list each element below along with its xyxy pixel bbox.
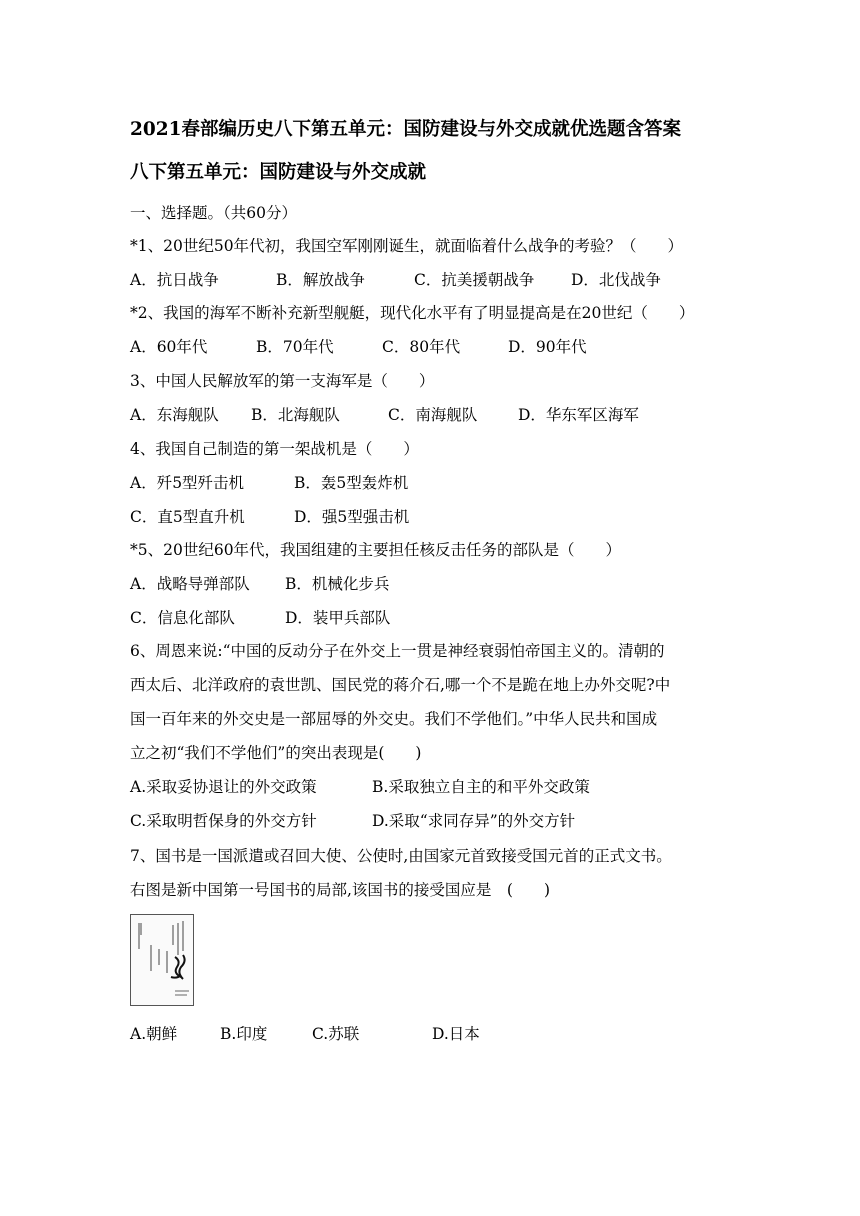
option-c: C．直5型直升机 — [130, 508, 245, 526]
option-a: A.采取妥协退让的外交政策 — [130, 778, 317, 796]
option-d: D.采取“求同存异”的外交方针 — [372, 812, 576, 830]
question-5-stem: *5、20世纪60年代，我国组建的主要担任核反击任务的部队是（ ） — [130, 541, 622, 559]
option-d: D．北伐战争 — [571, 271, 661, 289]
question-6-stem-line-4: 立之初“我们不学他们”的突出表现是( ) — [130, 744, 422, 762]
option-c: C．南海舰队 — [388, 406, 478, 424]
option-b: B．70年代 — [256, 338, 334, 356]
option-a: A．东海舰队 — [130, 406, 219, 424]
option-c: C.采取明哲保身的外交方针 — [130, 812, 317, 830]
option-c: C．80年代 — [382, 338, 461, 356]
option-a: A．歼5型歼击机 — [130, 474, 245, 492]
option-b: B.印度 — [220, 1025, 268, 1043]
option-c: C．抗美援朝战争 — [414, 271, 535, 289]
option-b: B．机械化步兵 — [285, 575, 390, 593]
option-b: B.采取独立自主的和平外交政策 — [372, 778, 590, 796]
option-d: D．强5型强击机 — [294, 508, 410, 526]
section-heading: 一、选择题。（共60分） — [130, 204, 297, 222]
option-d: D．华东军区海军 — [518, 406, 639, 424]
option-a: A.朝鲜 — [130, 1025, 178, 1043]
option-b: B．解放战争 — [276, 271, 365, 289]
option-a: A．战略导弹部队 — [130, 575, 250, 593]
option-d: D．90年代 — [508, 338, 587, 356]
question-1-stem: *1、20世纪50年代初，我国空军刚刚诞生，就面临着什么战争的考验？（ ） — [130, 237, 684, 255]
question-7-stem-line-1: 7、国书是一国派遣或召回大使、公使时,由国家元首致接受国元首的正式文书。 — [130, 847, 672, 865]
option-b: B．北海舰队 — [251, 406, 340, 424]
option-a: A．60年代 — [130, 338, 208, 356]
option-d: D．装甲兵部队 — [285, 609, 391, 627]
document-title: 2021春部编历史八下第五单元：国防建设与外交成就优选题含答案 — [130, 119, 681, 140]
credential-letter-image — [130, 914, 194, 1006]
question-2-stem: *2、我国的海军不断补充新型舰艇，现代化水平有了明显提高是在20世纪（ ） — [130, 304, 695, 322]
option-b: B．轰5型轰炸机 — [294, 474, 409, 492]
question-4-stem: 4、我国自己制造的第一架战机是（ ） — [130, 440, 419, 458]
option-c: C.苏联 — [312, 1025, 360, 1043]
question-7-stem-line-2: 右图是新中国第一号国书的局部,该国书的接受国应是 ( ) — [130, 881, 551, 899]
question-3-stem: 3、中国人民解放军的第一支海军是（ ） — [130, 372, 435, 390]
question-6-stem-line-1: 6、周恩来说:“中国的反动分子在外交上一贯是神经衰弱怕帝国主义的。清朝的 — [130, 642, 665, 660]
option-a: A．抗日战争 — [130, 271, 219, 289]
question-6-stem-line-3: 国一百年来的外交史是一部屈辱的外交史。我们不学他们。”中华人民共和国成 — [130, 710, 658, 728]
option-d: D.日本 — [432, 1025, 480, 1043]
option-c: C．信息化部队 — [130, 609, 235, 627]
unit-subtitle: 八下第五单元：国防建设与外交成就 — [130, 162, 427, 183]
question-6-stem-line-2: 西太后、北洋政府的袁世凯、国民党的蒋介石,哪一个不是跪在地上办外交呢?中 — [130, 676, 671, 694]
